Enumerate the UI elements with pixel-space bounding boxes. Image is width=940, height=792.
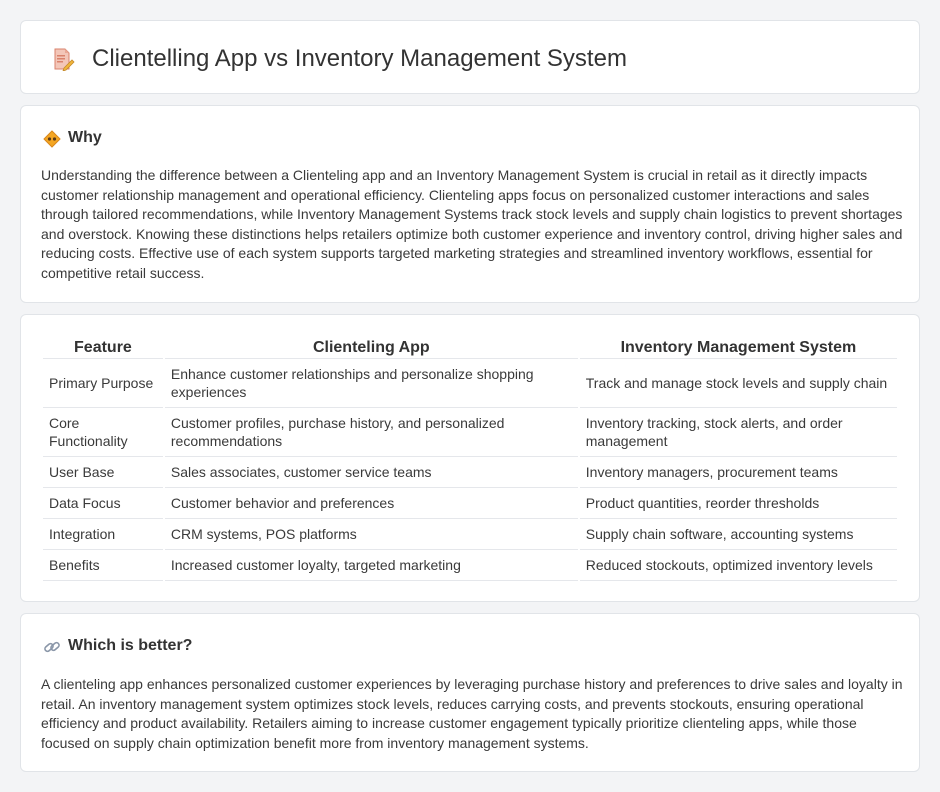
link-icon: [43, 638, 61, 656]
feature-cell: User Base: [43, 457, 163, 488]
table-row: [43, 359, 897, 408]
table-row: [43, 519, 897, 550]
clienteling-cell: Customer behavior and preferences: [165, 488, 578, 519]
inventory-cell: Reduced stockouts, optimized inventory levels: [580, 550, 897, 581]
comparison-table: [41, 337, 899, 581]
clienteling-cell: Customer profiles, purchase history, and personalized recommendations: [165, 408, 578, 457]
table-row: [43, 488, 897, 519]
inventory-cell: Supply chain software, accounting systems: [580, 519, 897, 550]
feature-cell: Benefits: [43, 550, 163, 581]
diamond-sign-icon: [43, 130, 61, 148]
clienteling-cell: Increased customer loyalty, targeted marketing: [165, 550, 578, 581]
title-card: [20, 20, 920, 94]
table-row: [43, 408, 897, 457]
clienteling-cell: Enhance customer relationships and personalize shopping experiences: [165, 359, 578, 408]
inventory-cell: Inventory managers, procurement teams: [580, 457, 897, 488]
why-section: [20, 105, 920, 303]
better-text: A clienteling app enhances personalized customer experiences by leveraging purchase history and preferences to drive sales and loyalty in retail. An inventory management system optimizes stock levels, reduces carrying costs, and prevents stockouts, ensuring operational efficiency and product availability. Retailers aiming to increase customer engagement typically prioritize clienteling apps, while those focused on supply chain optimization benefit more from inventory management systems.: [41, 676, 903, 751]
inventory-cell: Inventory tracking, stock alerts, and order management: [580, 408, 897, 457]
better-heading: Which is better?: [68, 637, 193, 654]
table-row: [43, 550, 897, 581]
feature-cell: Core Functionality: [43, 408, 163, 457]
inventory-cell: Track and manage stock levels and supply chain: [580, 359, 897, 408]
why-text: Understanding the difference between a Clienteling app and an Inventory Management System is crucial in retail as it directly impacts customer relationship management and operational efficiency. Clienteling apps focus on personalized customer interactions and sales through tailored recommendations, while Inventory Management Systems track stock levels and supply chain logistics to prevent shortages and overstock. Knowing these distinctions helps retailers optimize both customer experience and inventory control, driving higher sales and reducing costs. Effective use of each system supports targeted marketing strategies and streamlined inventory workflows, essential for competitive retail success.: [41, 167, 903, 281]
header-clienteling-app: Clienteling App: [165, 337, 578, 359]
page-title: Clientelling App vs Inventory Management System: [92, 45, 627, 72]
feature-cell: Data Focus: [43, 488, 163, 519]
why-heading: Why: [68, 129, 102, 146]
header-feature: Feature: [43, 337, 163, 359]
clienteling-cell: CRM systems, POS platforms: [165, 519, 578, 550]
table-row: [43, 457, 897, 488]
header-inventory-system: Inventory Management System: [580, 337, 897, 359]
inventory-cell: Product quantities, reorder thresholds: [580, 488, 897, 519]
document-pencil-icon: [51, 47, 75, 71]
comparison-card: [20, 314, 920, 602]
which-is-better-section: [20, 613, 920, 772]
clienteling-cell: Sales associates, customer service teams: [165, 457, 578, 488]
feature-cell: Primary Purpose: [43, 359, 163, 408]
feature-cell: Integration: [43, 519, 163, 550]
